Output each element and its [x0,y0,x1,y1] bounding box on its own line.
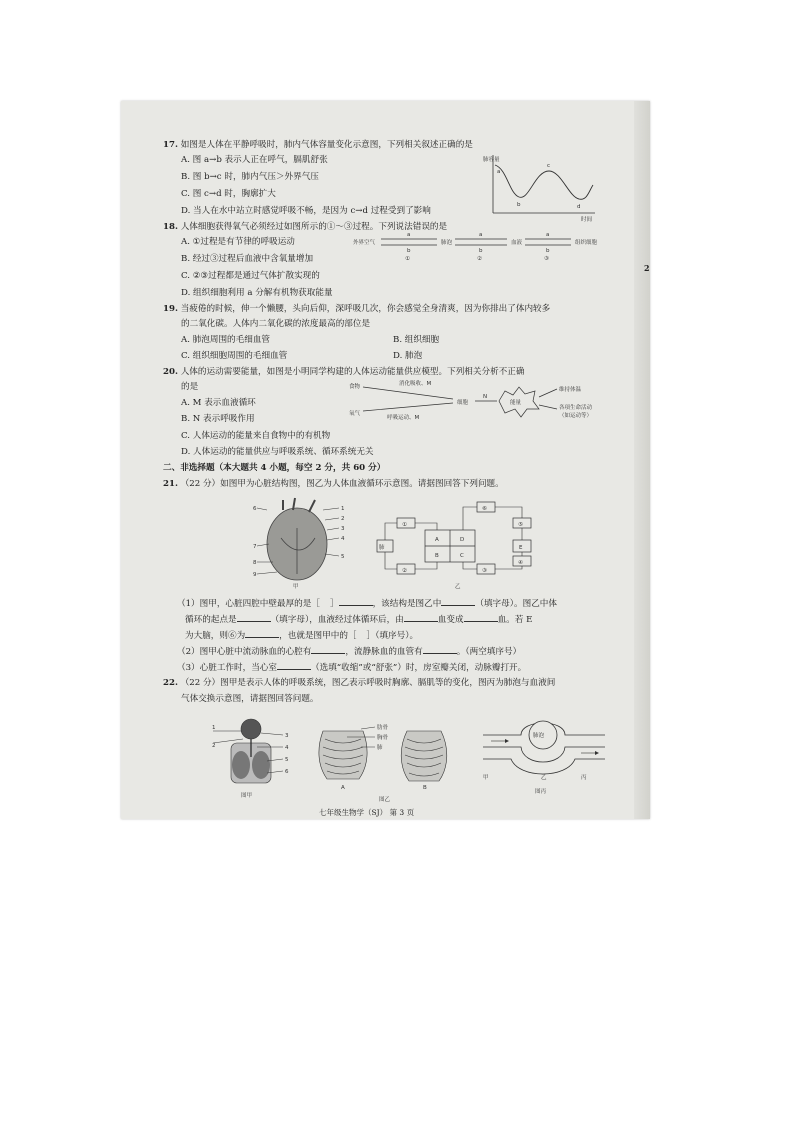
heart-label-8: 8 [253,560,257,566]
circ-C: C [460,553,464,559]
q18-option-c: C. ②③过程都是通过气体扩散实现的 [181,271,320,281]
fig-yi-22-caption: 图乙 [379,797,391,803]
rib-label: 肋骨 [377,725,389,731]
q20-activity: 各项生命活动 [559,405,593,411]
section-2-heading: 二、非选择题（本大题共 4 小题，每空 2 分，共 60 分） [163,463,386,473]
q19-option-d: D. 肺泡 [393,351,423,361]
q20-food: 食物 [349,384,361,390]
q20-stem-line1: 20. 人体的运动需要能量，如图是小明同学构建的人体运动能量供应模型。下列相关分析不正确 [163,367,525,377]
q20-digest: 消化吸收、M [399,381,432,387]
q20-activity-2: （如运动等） [559,413,593,419]
q18-option-b: B. 经过③过程后血液中含氧量增加 [181,254,314,264]
circ-5: ⑤ [518,522,523,528]
q20-cell: 细胞 [457,400,469,406]
q18-node-blood: 血液 [511,240,523,246]
q18-step-3: ③ [544,256,549,262]
margin-mark: 2 [644,263,650,273]
circ-E: E [519,545,523,551]
fig-jia-caption: 甲 [293,584,299,590]
q21-sub2: （2）图甲心脏中流动脉血的心腔有 ，流静脉血的血管有 。（两空填序号） [177,647,522,657]
q21-sub1-line2: 循环的起点是 （填字母），血液经过体循环后，由 血变成 血。若 E [185,615,533,625]
body-label-3: 3 [285,733,289,739]
q21-stem: 21. （22 分）如图甲为心脏结构图，图乙为人体血液循环示意图。请据图回答下列问题。 [163,479,504,489]
lung-label: 肺 [377,745,383,751]
body-label-2: 2 [212,743,216,749]
ribcage-b: B [423,785,427,791]
q20-stem-line2: 的是 [181,382,199,392]
q17-point-d: d [577,204,581,210]
q20-option-d: D. 人体运动的能量供应与呼吸系统、循环系统无关 [181,447,374,457]
page-fold-shadow [634,101,650,819]
q20-n: N [483,394,488,400]
sternum-label: 胸骨 [377,735,389,741]
q19-option-c: C. 组织细胞周围的毛细血管 [181,351,288,361]
q17-lung-volume-chart [483,151,601,223]
circ-lung: 肺 [379,545,385,551]
q22-respiratory-system-figure [213,717,293,801]
q17-stem: 17. 如图是人体在平静呼吸时，肺内气体容量变化示意图，下列相关叙述正确的是 [163,140,473,150]
q18-node-alveoli: 肺泡 [441,240,453,246]
q18-down-b3: b [546,248,550,254]
q19-option-b: B. 组织细胞 [393,335,440,345]
heart-label-5: 5 [341,554,345,560]
q22-ribcage-figure [313,721,463,803]
bing-mark-bing: 丙 [581,775,587,781]
q22-stem-line1: 22. （22 分）图甲是表示人体的呼吸系统，图乙表示呼吸时胸廓、膈肌等的变化，图丙为肺泡与血液间 [163,678,556,688]
q18-option-a: A. ①过程是有节律的呼吸运动 [181,237,295,247]
q18-up-a2: a [479,232,483,238]
body-label-6: 6 [285,769,289,775]
fig-bing-caption: 图丙 [535,789,547,795]
q18-down-b1: b [407,248,411,254]
q18-gas-exchange-diagram [353,229,603,263]
q20-option-a: A. M 表示血液循环 [181,398,256,408]
heart-label-6: 6 [253,506,257,512]
bing-mark-yi: 乙 [541,775,547,781]
q19-stem-line2: 的二氧化碳。人体内二氧化碳的浓度最高的部位是 [181,319,371,329]
heart-label-3: 3 [341,526,345,532]
q17-option-d: D. 当人在水中站立时感觉呼吸不畅，是因为 c→d 过程受到了影响 [181,206,431,216]
q17-option-b: B. 图 b→c 时，肺内气压＞外界气压 [181,172,319,182]
heart-label-9: 9 [253,572,257,578]
q17-point-b: b [517,202,521,208]
q17-option-a: A. 图 a→b 表示人正在呼气，膈肌舒张 [181,155,328,165]
q18-node-cells: 组织细胞 [575,240,598,246]
q18-step-1: ① [405,256,410,262]
q21-heart-diagram [253,498,351,590]
circ-3: ③ [482,568,487,574]
exam-page-photo [121,101,650,819]
fig-jia-22-caption: 图甲 [241,793,253,799]
q17-point-a: a [497,169,501,175]
circ-A: A [435,537,439,543]
page-footer: 七年级生物学（SJ） 第 3 页 [319,808,415,817]
heart-label-4: 4 [341,536,345,542]
q18-down-b2: b [479,248,483,254]
q18-up-a3: a [546,232,550,238]
circ-B: B [435,553,439,559]
circ-6: ⑥ [482,506,487,512]
fig-yi-caption: 乙 [455,584,461,590]
body-label-1: 1 [212,725,216,731]
ribcage-a: A [341,785,345,791]
q20-oxygen: 氧气 [349,411,361,417]
q18-option-d: D. 组织细胞利用 a 分解有机物获取能量 [181,288,333,298]
q21-sub3: （3）心脏工作时，当心室 （选填“收缩”或“舒张”）时，房室瓣关闭，动脉瓣打开。 [177,663,527,673]
q18-stem: 18. 人体细胞获得氧气必须经过如图所示的①～③过程。下列说法错误的是 [163,222,448,232]
q19-option-a: A. 肺泡周围的毛细血管 [181,335,271,345]
q18-step-2: ② [477,256,482,262]
q17-point-c: c [547,163,551,169]
bing-mark-jia: 甲 [483,775,489,781]
circ-1: ① [402,522,407,528]
circ-2: ② [402,568,407,574]
q21-sub1-line1: （1）图甲，心脏四腔中壁最厚的是［ ］ ，该结构是图乙中 （填字母）。图乙中体 [177,599,557,609]
circ-D: D [460,537,465,543]
q21-sub1-line3: 为大脑，则⑥为 ，也就是图甲中的［ ］（填序号）。 [185,631,419,641]
q17-option-c: C. 图 c→d 时，胸廓扩大 [181,189,276,199]
heart-label-7: 7 [253,544,257,550]
q20-temp: 维持体温 [559,387,582,393]
q17-chart-xlabel: 时间 [581,217,593,223]
q17-chart-ylabel: 肺容量 [483,157,500,163]
q19-stem-line1: 19. 当疲倦的时候，伸一个懒腰，头向后仰，深呼吸几次，你会感觉全身清爽，因为你排出了体内较多 [163,304,551,314]
q22-stem-line2: 气体交换示意图，请据图回答问题。 [181,694,319,704]
alveolus-label: 肺泡 [533,733,545,739]
heart-label-1: 1 [341,506,345,512]
q20-energy-model-diagram [347,379,619,427]
body-label-5: 5 [285,757,289,763]
q21-circulation-diagram [373,498,543,590]
q18-up-a1: a [407,232,411,238]
q20-option-b: B. N 表示呼吸作用 [181,414,255,424]
circ-4: ④ [518,560,523,566]
q22-alveolus-exchange-figure [481,713,611,803]
q20-energy: 能量 [510,400,522,406]
body-label-4: 4 [285,745,289,751]
heart-label-2: 2 [341,516,345,522]
q20-breath: 呼吸运动、M [387,415,420,421]
q20-option-c: C. 人体运动的能量来自食物中的有机物 [181,431,331,441]
q18-node-air: 外界空气 [353,240,376,246]
